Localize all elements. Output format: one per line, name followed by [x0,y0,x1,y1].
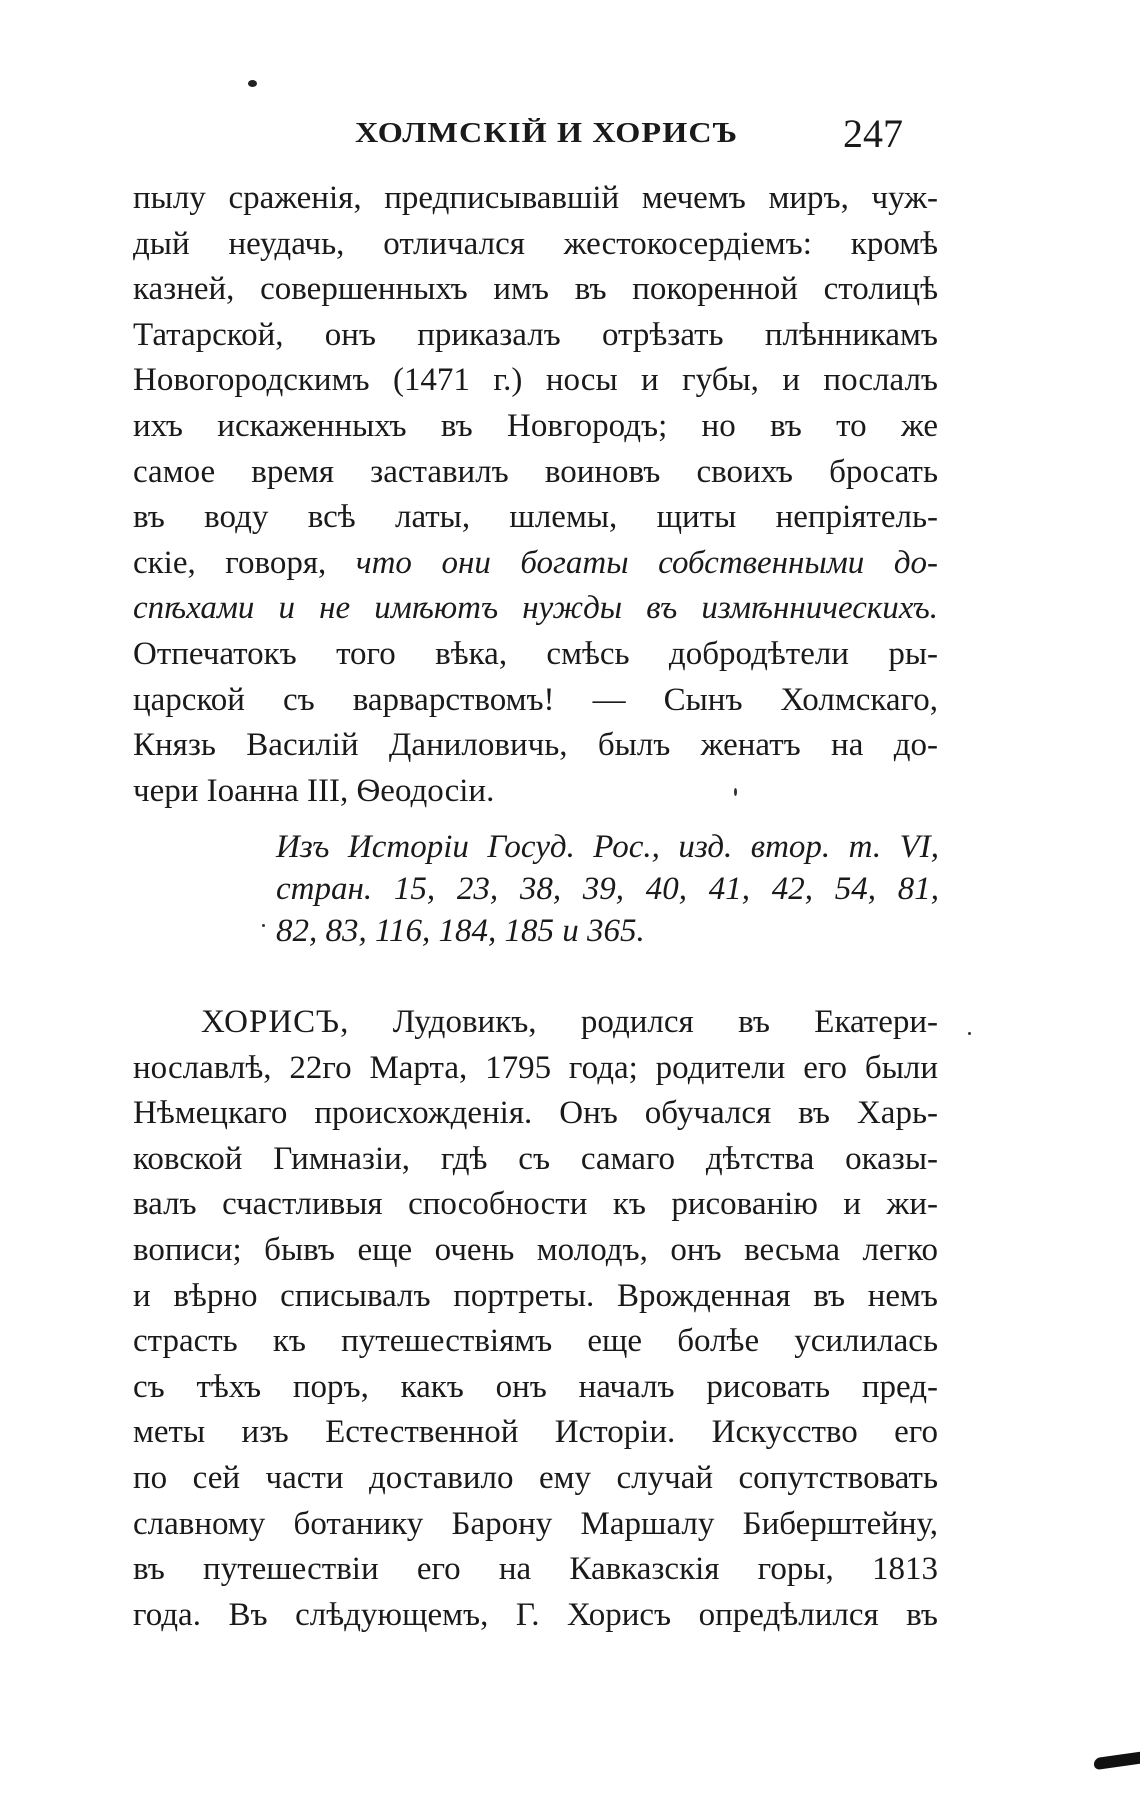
text-line: страсть къ путешествіямъ еще болѣе усилилась [133,1323,938,1360]
citation-line: Изъ Исторіи Госуд. Рос., изд. втор. т. VI, [276,829,939,865]
text-line-mixed [133,541,938,587]
text-line: Отпечатокъ того вѣка, смѣсь добродѣтели ры- [133,635,938,672]
text-line: по сей части доставило ему случай сопутствовать [133,1459,938,1496]
text-fragment: , Лудовикъ, родился въ Екатери- [340,1004,938,1040]
text-line: вописи; бывъ еще очень молодъ, онъ весьма легко [133,1231,938,1268]
ink-speck [734,788,737,796]
text-line: Нѣмецкаго происхожденія. Онъ обучался въ Харь- [133,1095,938,1132]
text-line: дый неудачь, отличался жестокосердіемъ: кромѣ [133,225,938,262]
text-line: въ путешествіи его на Кавказскія горы, 1813 [133,1551,938,1588]
citation-line: 82, 83, 116, 184, 185 и 365. [276,913,645,949]
text-line: меты изъ Естественной Исторіи. Искусство его [133,1414,938,1451]
text-line: ковской Гимназіи, гдѣ съ самаго дѣтства оказы- [133,1140,938,1177]
text-line: пылу сраженія, предписывавшій мечемъ миръ, чуж- [133,180,938,216]
entry-title: ХОРИСЪ [201,1004,341,1040]
running-head: ХОЛМСКІЙ И ХОРИСЪ [355,118,739,149]
page-number: 247 [843,111,903,156]
text-line: въ воду всѣ латы, шлемы, щиты непріятель- [133,499,938,536]
citation-line: стран. 15, 23, 38, 39, 40, 41, 42, 54, 81, [276,871,939,907]
text-line: нославлѣ, 22го Марта, 1795 года; родители его были [133,1049,938,1086]
article-first-line [133,1000,938,1046]
italic-quote: спѣхами и не имѣютъ нужды въ измѣнническихъ. [133,590,938,627]
ink-speck [968,1032,971,1035]
text-line: и вѣрно списывалъ портреты. Врожденная въ немъ [133,1277,938,1314]
text-line: Татарской, онъ приказалъ отрѣзать плѣнникамъ [133,316,938,353]
first-article-text [133,176,938,814]
text-line: Князь Василій Даниловичь, былъ женатъ на до- [133,727,938,764]
text-line: казней, совершенныхъ имъ въ покоренной столицѣ [133,271,938,308]
page-edge-mark [1094,1752,1140,1770]
second-article-text [133,1000,938,1638]
italic-quote: что они богаты собственными до- [355,544,939,581]
ink-speck [262,924,265,927]
text-fragment: скіе, говоря, [133,544,327,581]
text-line: года. Въ слѣдующемъ, Г. Хорисъ опредѣлился въ [133,1596,938,1633]
text-line: самое время заставилъ воиновъ своихъ бросать [133,453,938,490]
text-line-italic [133,586,938,632]
text-line: чери Іоанна III, Ѳеодосіи. [133,772,495,809]
text-line: ихъ искаженныхъ въ Новгородъ; но въ то же [133,407,938,444]
text-line: валъ счастливыя способности къ рисованію и жи- [133,1186,938,1223]
text-line: царской съ варварствомъ! — Сынъ Холмскаго, [133,681,938,718]
source-citation [276,826,939,952]
text-line: съ тѣхъ поръ, какъ онъ началъ рисовать пред- [133,1368,938,1405]
text-line: славному ботанику Барону Маршалу Биберштейну, [133,1505,938,1542]
ink-dot [248,80,257,87]
text-line: Новогородскимъ (1471 г.) носы и губы, и послалъ [133,362,938,399]
